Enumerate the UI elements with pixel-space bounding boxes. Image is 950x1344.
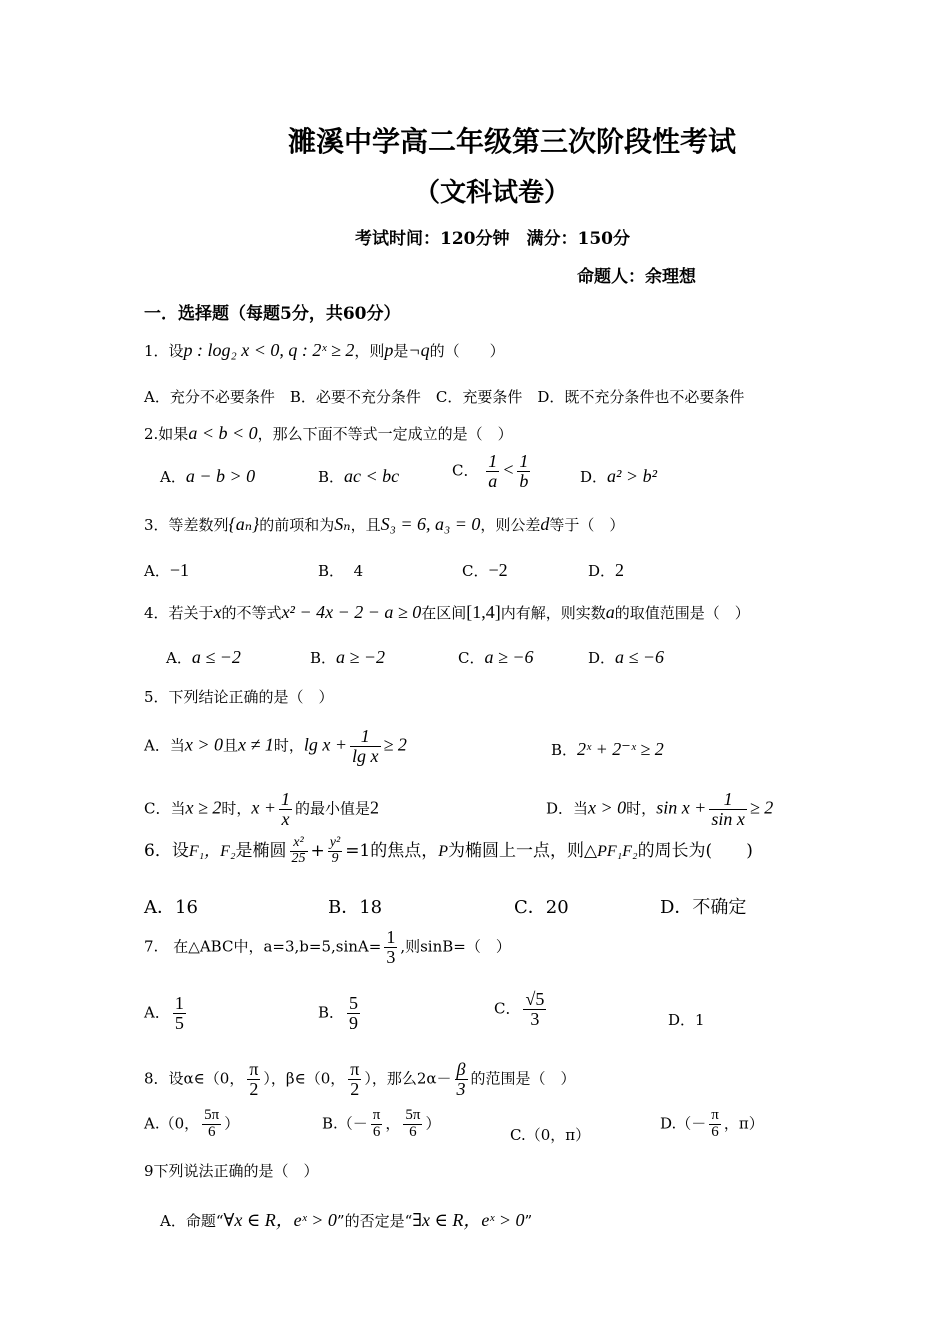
question-3-option-c[interactable]: C．−2 bbox=[462, 560, 508, 580]
question-7-option-b[interactable]: B． $\frac{5}{9}$ bbox=[318, 993, 359, 1033]
exam-subtitle: （文科试卷） bbox=[414, 178, 571, 208]
question-3-stem: 3．等差数列{aₙ}的前项和为Sₙ，且S₃ = 6, a₃ = 0，则公差d等于（ ） bbox=[144, 514, 625, 534]
question-5-option-a[interactable]: A．当x > 0且x ≠ 1时，lg x + $\frac{1}{\text{lg x}}$ ≥ 2 bbox=[144, 726, 407, 766]
question-3-option-b[interactable]: B． 4 bbox=[318, 562, 364, 580]
question-6-stem: 6．设F₁，F₂是椭圆 $\frac{\text{x²}}{25}$ + $\frac{\text{y²}}{9}$ =1的焦点，P为椭圆上一点，则△PF₁F₂的周长为( ) bbox=[144, 835, 753, 866]
question-4-option-c[interactable]: C．a ≥ −6 bbox=[458, 647, 534, 667]
question-2-option-c[interactable]: C． $\frac{1}{a}$ < $\frac{1}{b}$ bbox=[452, 451, 529, 491]
question-3-option-a[interactable]: A．−1 bbox=[144, 560, 189, 580]
section-heading: 一．选择题（每题5分，共60分） bbox=[144, 304, 401, 324]
question-7-stem: 7. 在△ABC中，a=3,b=5,sinA= $\frac{1}{3}$ ,则sinB=（ ） bbox=[144, 927, 511, 967]
question-6-option-d[interactable]: D．不确定 bbox=[660, 897, 747, 918]
question-5-option-c[interactable]: C．当x ≥ 2时，x + $\frac{1}{x}$ 的最小值是2 bbox=[144, 789, 380, 829]
question-3-option-d[interactable]: D．2 bbox=[588, 560, 625, 580]
question-9-stem: 9下列说法正确的是（ ） bbox=[144, 1162, 319, 1180]
question-8-stem: 8．设α∈（0， $\frac{\pi}{2}$ ），β∈（0， $\frac{\pi}{2}$ ），那么2α－ $\frac{\beta}{3}$ 的范围是（ ） bbox=[144, 1059, 576, 1099]
question-6-option-b[interactable]: B．18 bbox=[328, 897, 383, 918]
question-5-option-d[interactable]: D．当x > 0时，sin x + $\frac{1}{\text{sin x}}$ ≥ 2 bbox=[546, 789, 774, 829]
question-4-option-a[interactable]: A．a ≤ −2 bbox=[166, 647, 241, 667]
question-2-option-d[interactable]: D．a² > b² bbox=[580, 466, 657, 486]
question-8-option-a[interactable]: A.（0， $\frac{5\pi}{6}$ ） bbox=[144, 1107, 240, 1140]
question-2-option-b[interactable]: B．ac < bc bbox=[318, 466, 400, 486]
exam-info: 考试时间：120分钟 满分：150分 bbox=[355, 229, 630, 249]
question-6-option-c[interactable]: C．20 bbox=[514, 897, 569, 918]
question-5-stem: 5．下列结论正确的是（ ） bbox=[144, 688, 334, 706]
question-8-option-c[interactable]: C.（0，π） bbox=[510, 1126, 591, 1144]
exam-author: 命题人：余理想 bbox=[577, 267, 696, 287]
question-9-option-a[interactable]: A．命题“∀x ∈ R，eˣ > 0”的否定是“∃x ∈ R，eˣ > 0” bbox=[160, 1210, 533, 1230]
question-5-option-b[interactable]: B．2ˣ + 2⁻ˣ ≥ 2 bbox=[551, 739, 664, 759]
question-7-option-d[interactable]: D．1 bbox=[668, 1011, 705, 1029]
question-6-option-a[interactable]: A．16 bbox=[144, 897, 198, 918]
question-7-option-a[interactable]: A． $\frac{1}{5}$ bbox=[144, 993, 184, 1033]
question-8-option-d[interactable]: D.（－ $\frac{\pi}{6}$ ，π） bbox=[660, 1107, 764, 1140]
question-8-option-b[interactable]: B.（－ $\frac{\pi}{6}$ ， $\frac{5\pi}{6}$ ） bbox=[322, 1107, 441, 1140]
question-1-options: A．充分不必要条件 B．必要不充分条件 C．充要条件 D．既不充分条件也不必要条件 bbox=[144, 388, 745, 406]
exam-title: 濉溪中学高二年级第三次阶段性考试 bbox=[288, 125, 737, 158]
question-1-stem: 1．设p : log₂ x < 0, q : 2ˣ ≥ 2，则p是¬q的（ ） bbox=[144, 340, 505, 360]
question-2-stem: 2.如果a < b < 0，那么下面不等式一定成立的是（ ） bbox=[144, 423, 513, 443]
question-4-stem: 4．若关于x的不等式x² − 4x − 2 − a ≥ 0在区间[1,4]内有解，则实数a的取值范围是（ ） bbox=[144, 602, 750, 622]
question-4-option-d[interactable]: D．a ≤ −6 bbox=[588, 647, 665, 667]
question-7-option-c[interactable]: C． $\frac{√5}{3}$ bbox=[494, 989, 545, 1029]
question-2-option-a[interactable]: A．a − b > 0 bbox=[160, 466, 256, 486]
question-4-option-b[interactable]: B．a ≥ −2 bbox=[310, 647, 386, 667]
